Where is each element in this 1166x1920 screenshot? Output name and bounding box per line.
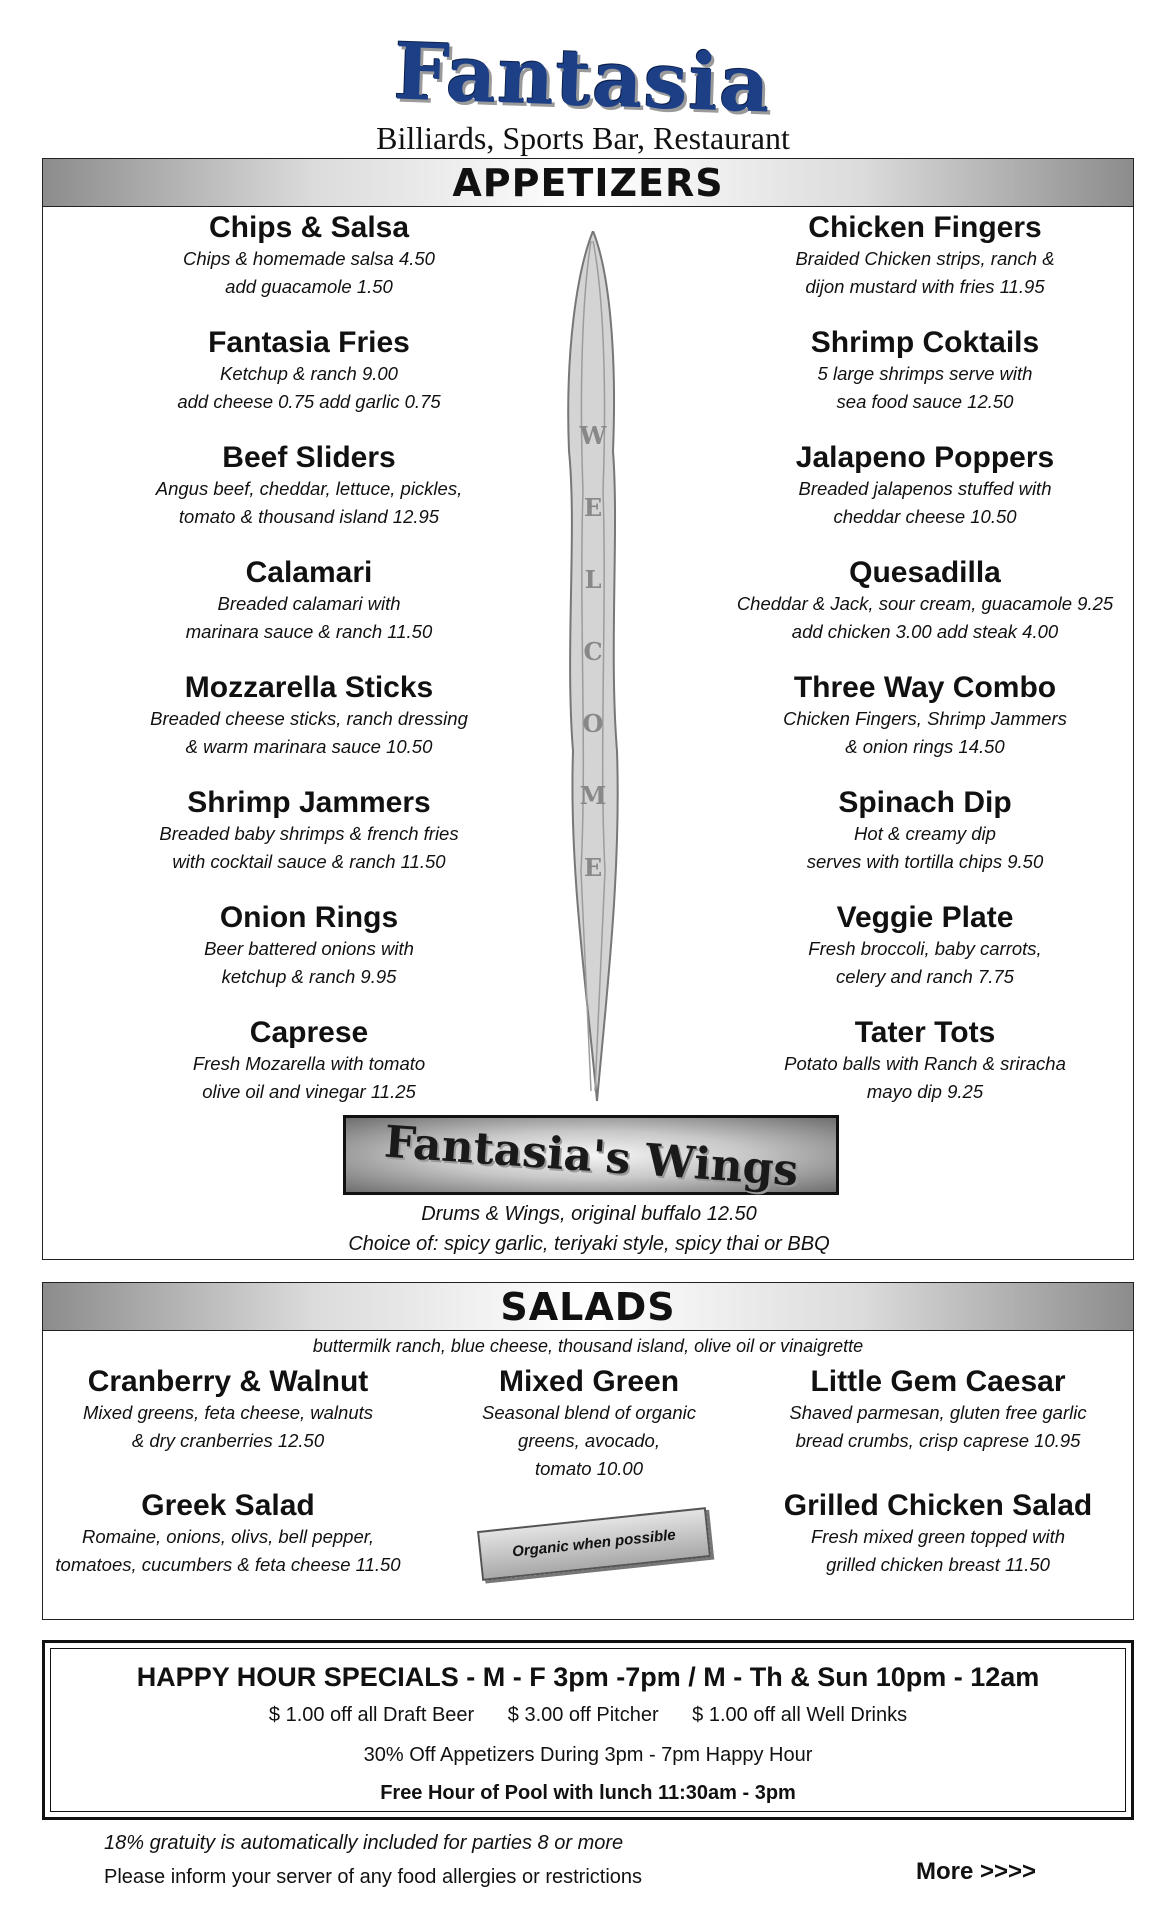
appetizers-section [42, 158, 1134, 1260]
item-desc: Shaved parmesan, gluten free garlic bread crumbs, crisp caprese 10.95 [789, 1402, 1087, 1451]
item-desc: Breaded baby shrimps & french fries with cocktail sauce & ranch 11.50 [159, 823, 459, 872]
welcome-letters [547, 421, 639, 925]
item-name: Fantasia Fries [208, 326, 410, 359]
happy-hour-inner [50, 1648, 1126, 1812]
item-name: Grilled Chicken Salad [783, 1489, 1093, 1522]
menu-item [695, 782, 1155, 897]
item-desc: Romaine, onions, olivs, bell pepper, tomatoes, cucumbers & feta cheese 11.50 [55, 1526, 401, 1575]
allergy-note: Please inform your server of any food allergies or restrictions [104, 1866, 643, 1888]
wings-banner [343, 1115, 839, 1195]
item-desc: Breaded calamari with marinara sauce & ranch 11.50 [185, 593, 433, 642]
item-name: Three Way Combo [793, 671, 1057, 704]
happy-hour-box [42, 1640, 1134, 1820]
menu-item [695, 437, 1155, 552]
item-desc: Mixed greens, feta cheese, walnuts & dry cranberries 12.50 [83, 1402, 373, 1451]
item-desc: Fresh Mozarella with tomato olive oil and vinegar 11.25 [192, 1053, 426, 1102]
menu-item [695, 552, 1155, 667]
item-desc: Chicken Fingers, Shrimp Jammers & onion rings 14.50 [783, 708, 1067, 757]
deal-draft-beer: $ 1.00 off all Draft Beer [268, 1704, 475, 1726]
item-desc: Ketchup & ranch 9.00 add cheese 0.75 add garlic 0.75 [177, 363, 441, 412]
item-desc: 5 large shrimps serve with sea food sauce 12.50 [817, 363, 1033, 412]
happy-hour-deals [51, 1695, 1125, 1735]
item-name: Jalapeno Poppers [795, 441, 1055, 474]
appetizers-title: APPETIZERS [43, 159, 1133, 207]
item-desc: Breaded jalapenos stuffed with cheddar cheese 10.50 [798, 478, 1052, 527]
item-name: Calamari [245, 556, 373, 589]
item-desc: Braided Chicken strips, ranch & dijon mustard with fries 11.95 [795, 248, 1055, 297]
appetizer-deal: 30% Off Appetizers During 3pm - 7pm Happy Hour [363, 1744, 813, 1766]
organic-note: Organic when possible [477, 1507, 711, 1581]
salad-item [753, 1365, 1123, 1455]
menu-item [79, 207, 539, 322]
item-name: Mixed Green [498, 1365, 680, 1398]
salad-item [43, 1365, 413, 1455]
item-desc: Potato balls with Ranch & sriracha mayo dip 9.25 [784, 1053, 1066, 1102]
item-desc: Fresh mixed green topped with grilled chicken breast 11.50 [811, 1526, 1065, 1575]
menu-item [79, 322, 539, 437]
salad-item [43, 1489, 413, 1579]
menu-header [0, 26, 1166, 157]
item-name: Shrimp Coktails [810, 326, 1040, 359]
menu-item [79, 667, 539, 782]
item-desc: Breaded cheese sticks, ranch dressing & warm marinara sauce 10.50 [150, 708, 468, 757]
item-desc: Cheddar & Jack, sour cream, guacamole 9.25 add chicken 3.00 add steak 4.00 [736, 593, 1114, 642]
menu-item [79, 897, 539, 1012]
menu-item [695, 322, 1155, 437]
item-desc: Beer battered onions with ketchup & ranch 9.95 [204, 938, 414, 987]
item-name: Mozzarella Sticks [184, 671, 434, 704]
deal-well-drinks: $ 1.00 off all Well Drinks [692, 1704, 908, 1726]
menu-item [79, 552, 539, 667]
item-name: Cranberry & Walnut [87, 1365, 369, 1398]
wings-title: Fantasia's Wings [382, 1116, 800, 1197]
item-desc: Chips & homemade salsa 4.50 add guacamole 1.50 [183, 248, 435, 297]
welcome-letter: O [582, 709, 604, 738]
appetizers-right-column [695, 207, 1155, 1127]
item-name: Beef Sliders [222, 441, 396, 474]
deal-pitcher: $ 3.00 off Pitcher [507, 1704, 659, 1726]
menu-item [79, 437, 539, 552]
item-desc: Seasonal blend of organic greens, avocado, tomato 10.00 [482, 1402, 696, 1479]
item-name: Quesadilla [849, 556, 1001, 589]
more-link[interactable]: More >>>> [916, 1858, 1037, 1885]
welcome-letter: E [583, 853, 603, 882]
item-name: Caprese [249, 1016, 369, 1049]
item-name: Veggie Plate [836, 901, 1014, 934]
salads-section [42, 1282, 1134, 1620]
menu-item [79, 782, 539, 897]
welcome-letter: M [579, 781, 607, 810]
pool-deal: Free Hour of Pool with lunch 11:30am - 3pm [380, 1782, 796, 1804]
item-name: Shrimp Jammers [187, 786, 431, 819]
appetizers-left-column [79, 207, 539, 1127]
welcome-letter: W [579, 421, 607, 450]
menu-item [695, 1012, 1155, 1127]
welcome-letter: C [583, 637, 603, 666]
item-name: Tater Tots [854, 1016, 996, 1049]
brand-logo: Fantasia [393, 26, 773, 131]
welcome-banner [547, 231, 639, 1101]
item-name: Little Gem Caesar [810, 1365, 1066, 1398]
welcome-letter: E [583, 493, 603, 522]
footer-notes [104, 1826, 642, 1894]
welcome-letter: L [584, 565, 602, 594]
item-name: Onion Rings [219, 901, 399, 934]
item-name: Chips & Salsa [208, 211, 410, 244]
menu-item [695, 667, 1155, 782]
gratuity-note: 18% gratuity is automatically included for parties 8 or more [104, 1832, 624, 1854]
item-name: Spinach Dip [838, 786, 1012, 819]
menu-item [695, 897, 1155, 1012]
dressing-options: buttermilk ranch, blue cheese, thousand island, olive oil or vinaigrette [312, 1336, 864, 1356]
item-name: Greek Salad [141, 1489, 315, 1522]
tagline: Billiards, Sports Bar, Restaurant [376, 120, 790, 156]
wings-desc: Drums & Wings, original buffalo 12.50 Choice of: spicy garlic, teriyaki style, spicy thai or BBQ [348, 1203, 830, 1255]
item-desc: Fresh broccoli, baby carrots, celery and ranch 7.75 [808, 938, 1042, 987]
item-desc: Angus beef, cheddar, lettuce, pickles, tomato & thousand island 12.95 [155, 478, 463, 527]
salads-title: SALADS [43, 1283, 1133, 1331]
happy-hour-title: HAPPY HOUR SPECIALS - M - F 3pm -7pm / M - Th & Sun 10pm - 12am [136, 1662, 1040, 1692]
salad-item [753, 1489, 1123, 1579]
item-desc: Hot & creamy dip serves with tortilla chips 9.50 [806, 823, 1044, 872]
menu-item [695, 207, 1155, 322]
item-name: Chicken Fingers [808, 211, 1042, 244]
salad-item [404, 1365, 774, 1483]
